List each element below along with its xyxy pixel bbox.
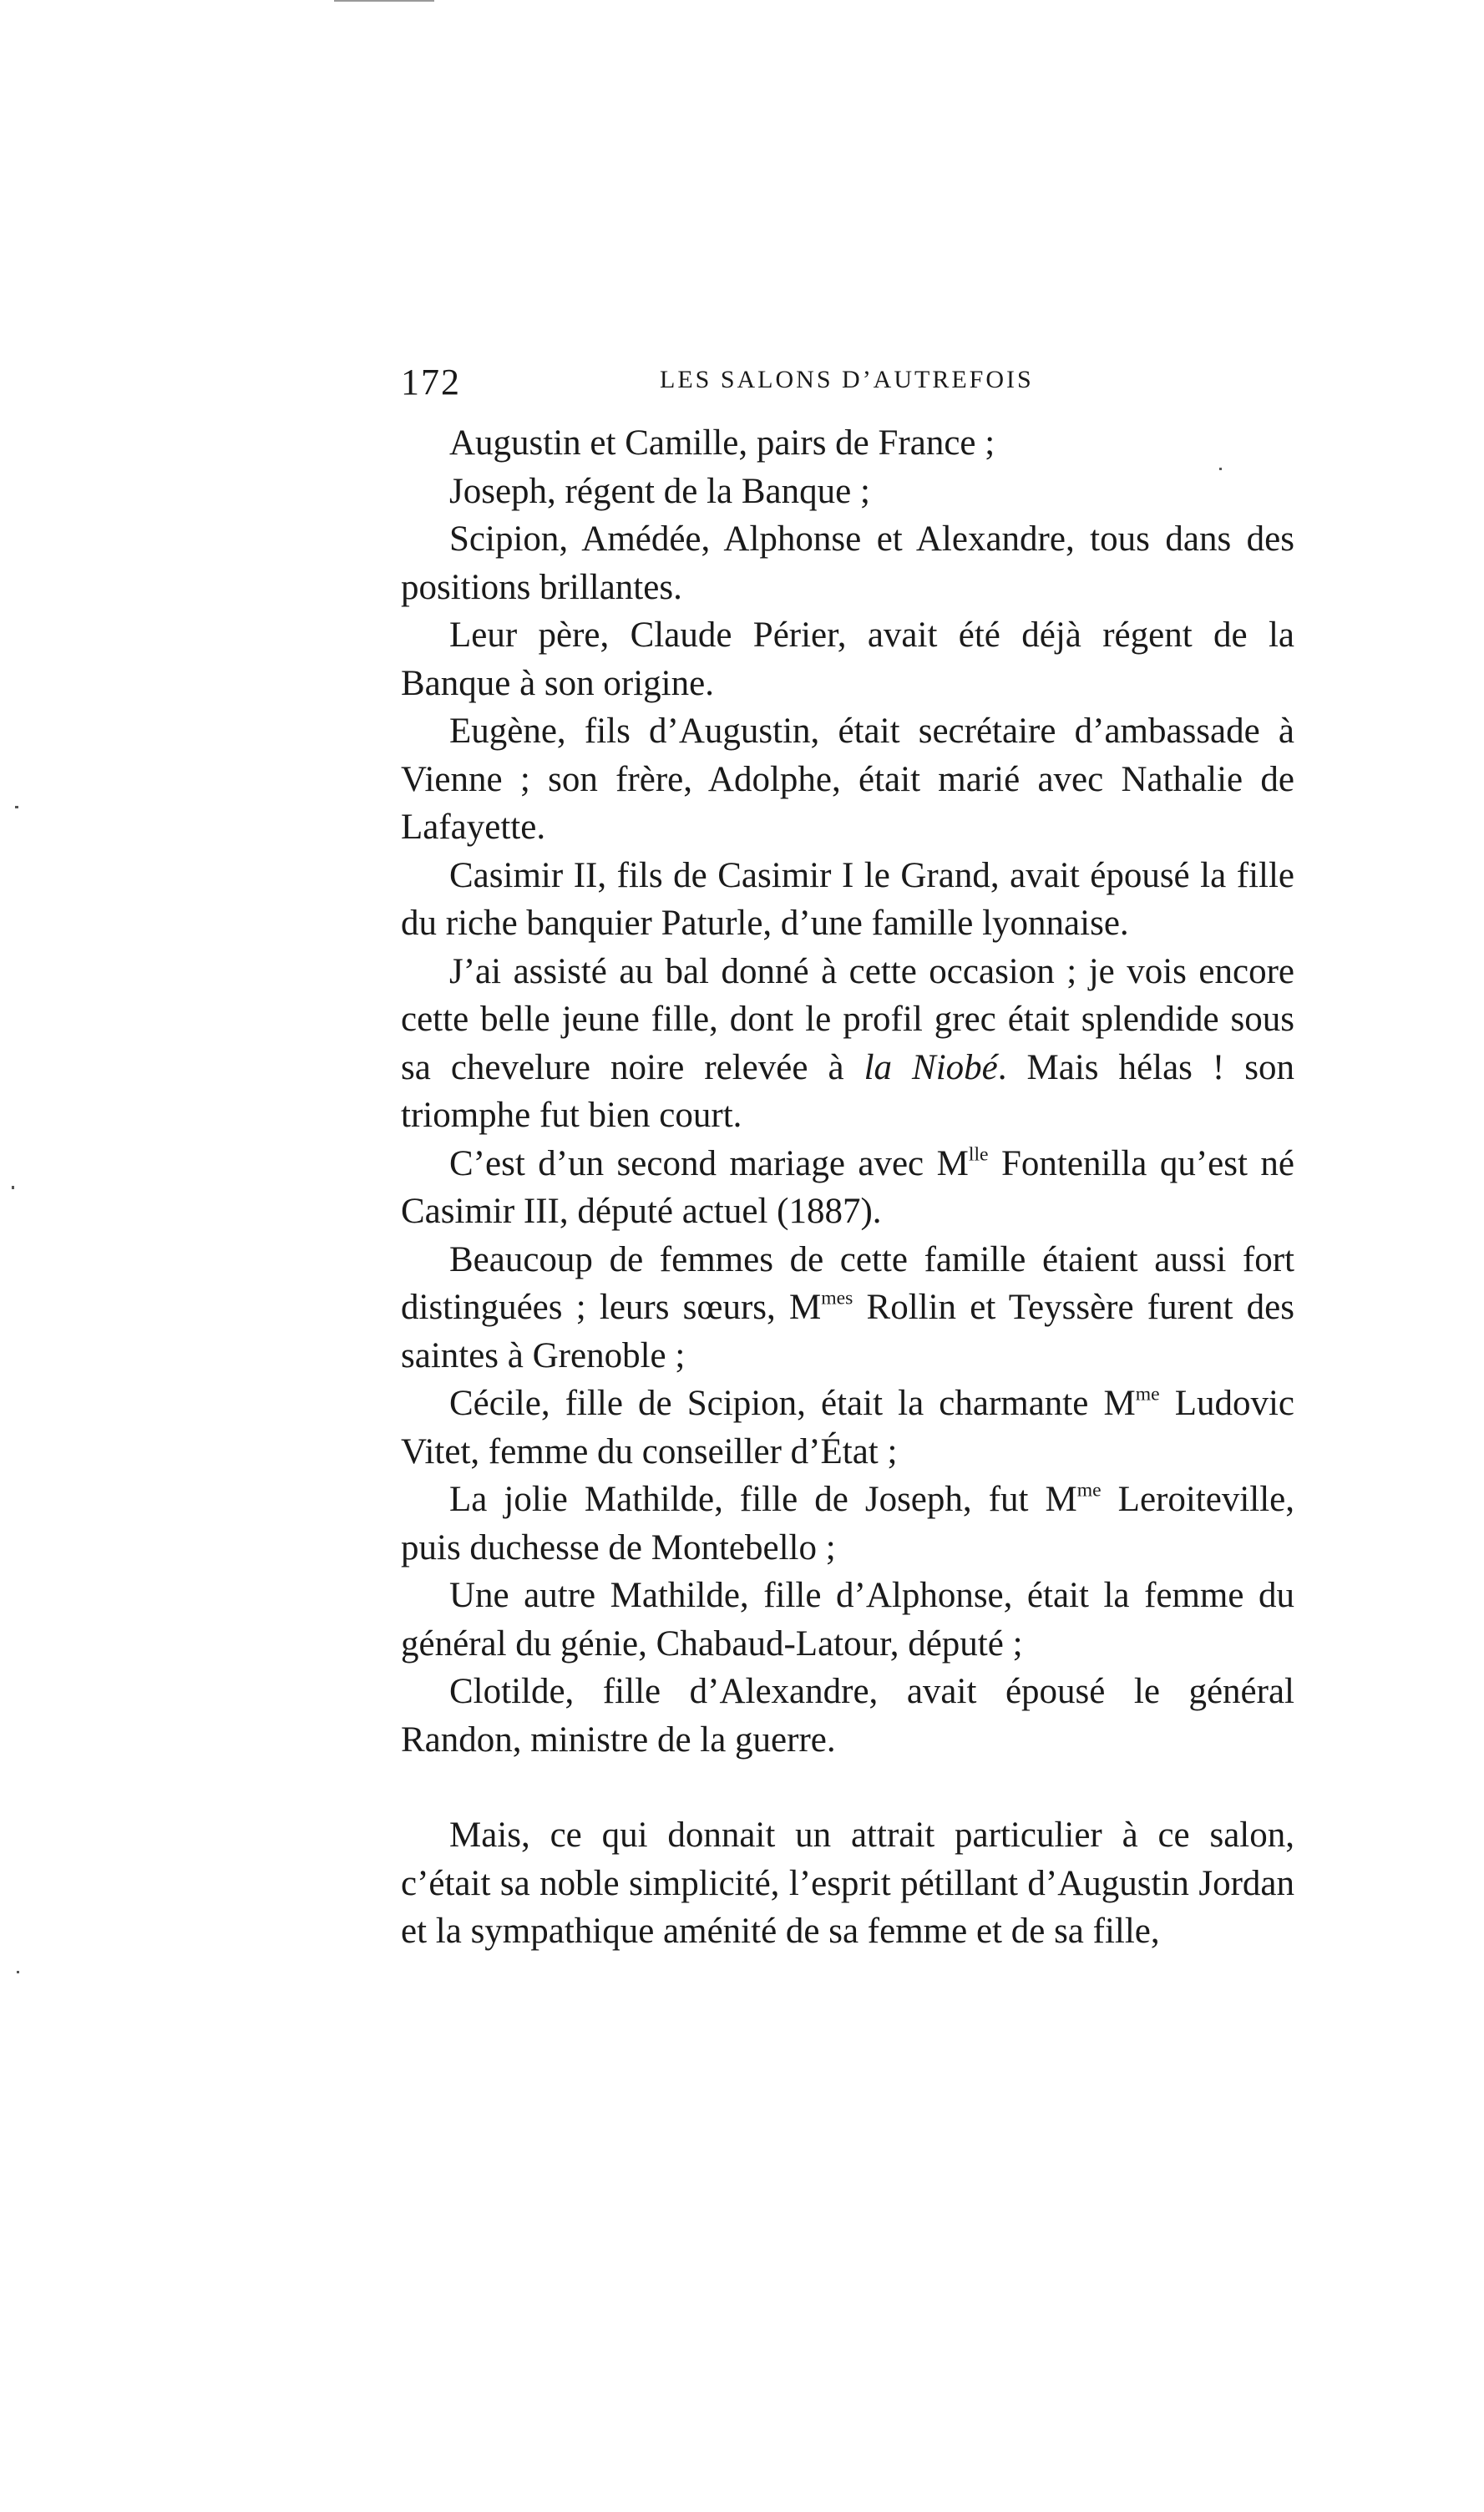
page-number: 172: [401, 362, 461, 403]
paragraph-text: Fontenilla qu’est né Casimir III, député actuel (1887).: [401, 1143, 1295, 1231]
paragraph-text: Beaucoup de femmes de cette famille étaient aussi fort distinguées ; leurs sœurs, M: [401, 1239, 1294, 1327]
paragraph: [401, 1476, 1294, 1572]
paragraph: [401, 948, 1294, 1140]
paragraph-text: Ludovic Vitet, femme du conseiller d’État ;: [401, 1384, 1294, 1471]
paragraph: [401, 1140, 1294, 1236]
paragraph-text: Cécile, fille de Scipion, était la charmante M: [449, 1384, 1136, 1423]
paragraph: Leur père, Claude Périer, avait été déjà régent de la Banque à son origine.: [401, 615, 1294, 703]
superscript: lle: [968, 1142, 989, 1165]
paragraph: Clotilde, fille d’Alexandre, avait épousé le général Randon, ministre de la guerre.: [401, 1672, 1294, 1760]
paragraph: Scipion, Amédée, Alphonse et Alexandre, tous dans des positions brillantes.: [401, 519, 1294, 607]
body-text: [401, 419, 1294, 1956]
scan-speck: [15, 806, 18, 808]
paragraph: Casimir II, fils de Casimir I le Grand, avait épousé la fille du riche banquier Paturle, d’une famille lyonnaise.: [401, 855, 1294, 943]
scan-speck: [17, 1971, 19, 1973]
running-title: LES SALONS D’AUTREFOIS: [660, 366, 1034, 393]
superscript: mes: [821, 1287, 853, 1309]
paragraph-text: C’est d’un second mariage avec M: [449, 1143, 969, 1183]
paragraph-text: Leroiteville, puis duchesse de Montebello ;: [401, 1480, 1294, 1567]
scan-speck: [1219, 468, 1222, 470]
paragraph: Joseph, régent de la Banque ;: [449, 471, 870, 511]
paragraph: [401, 1380, 1294, 1476]
italic-phrase: la Niobé: [864, 1047, 998, 1087]
paragraph: Mais, ce qui donnait un attrait particulier à ce salon, c’était sa noble simplicité, l’esprit pétillant d’Augustin Jordan et la sympathique aménité de sa femme et de sa fille,: [401, 1816, 1294, 1951]
page-header: [401, 361, 1294, 411]
superscript: me: [1135, 1383, 1160, 1405]
paragraph: [401, 1236, 1294, 1380]
paragraph-text: J’ai assisté au bal donné à cette occasion ; je vois encore cette belle jeune fille, dont le profil grec était splendide sous sa chevelure noire relevée à: [401, 951, 1294, 1087]
scan-speck: [334, 0, 434, 2]
paragraph: Une autre Mathilde, fille d’Alphonse, était la femme du général du génie, Chabaud-Latour, député ;: [401, 1576, 1294, 1664]
paragraph: Eugène, fils d’Augustin, était secrétaire d’ambassade à Vienne ; son frère, Adolphe, était marié avec Nathalie de Lafayette.: [401, 712, 1294, 847]
paragraph-text: Rollin et Teyssère furent des saintes à Grenoble ;: [401, 1288, 1294, 1375]
paragraph-text: . Mais hélas ! son triomphe fut bien court.: [401, 1047, 1294, 1135]
paragraph: Augustin et Camille, pairs de France ;: [449, 423, 995, 463]
paragraph-text: La jolie Mathilde, fille de Joseph, fut M: [449, 1480, 1077, 1519]
superscript: me: [1076, 1479, 1102, 1502]
scan-speck: [12, 1186, 14, 1189]
